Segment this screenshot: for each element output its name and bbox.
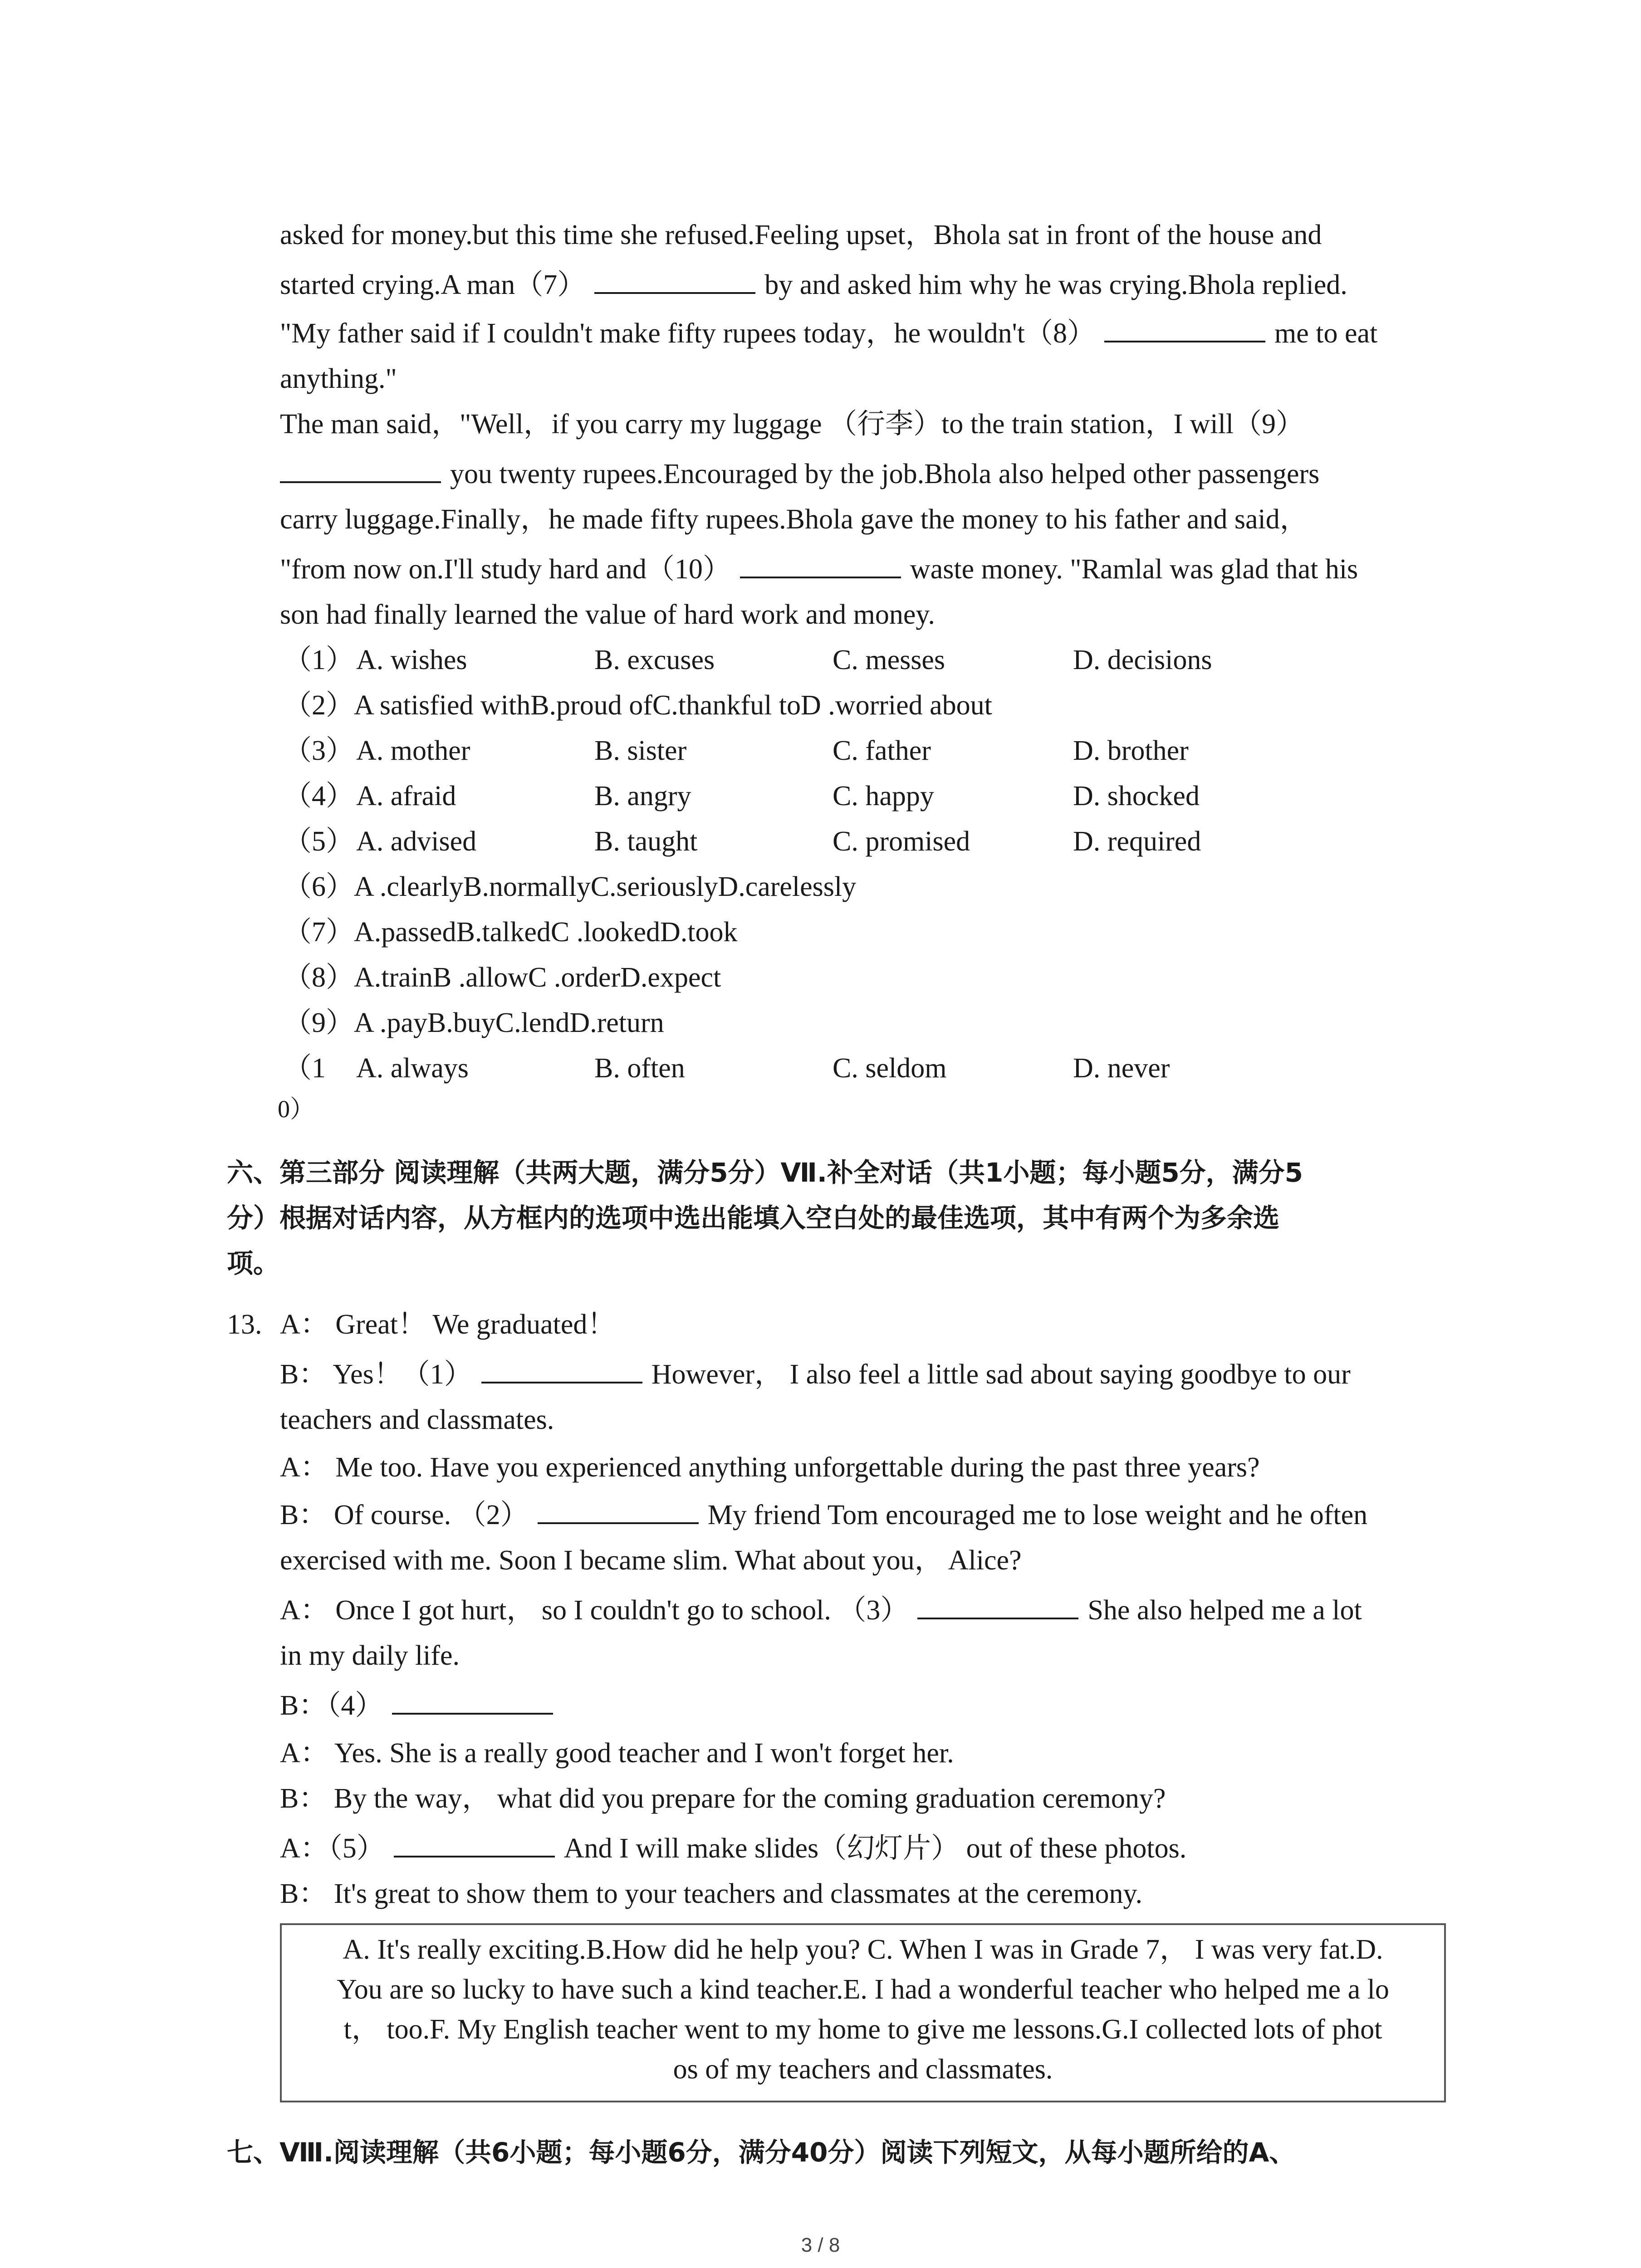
option-number: （5） [284,826,354,857]
question-number: 13. [227,1309,262,1340]
option-a[interactable]: A. advised [356,826,477,857]
dialogue-line: B：（4） [280,1687,562,1724]
option-a[interactable]: A. afraid [356,781,456,811]
option-row: （6）A .clearlyB.normallyC.seriouslyD.carelessly [284,871,857,902]
answer-blank-d4[interactable] [392,1687,553,1715]
option-b[interactable]: B. often [594,1053,685,1084]
option-number-wrap: 0） [278,1095,314,1123]
option-row: （2）A satisfied withB.proud ofC.thankful toD .worried about [284,690,992,721]
passage-line: "My father said if I couldn't make fifty rupees today，he wouldn't（8） me to eat [280,315,1377,352]
option-c[interactable]: C. seldom [833,1053,947,1084]
dialogue-line: B： It's great to show them to your teachers and classmates at the ceremony. [280,1878,1143,1909]
option-a[interactable]: A. always [356,1053,469,1084]
choices-line: A. It's really exciting.B.How did he help you? C. When I was in Grade 7， I was very fat.D. [343,1934,1383,1965]
option-number: （3） [284,735,354,766]
passage-line: you twenty rupees.Encouraged by the job.Bhola also helped other passengers [280,456,1319,492]
section-heading: 七、Ⅷ.阅读理解（共6小题；每小题6分，满分40分）阅读下列短文，从每小题所给的A、 [227,2137,1296,2168]
option-d[interactable]: D. brother [1073,735,1189,766]
passage-line: son had finally learned the value of hard work and money. [280,599,935,630]
choices-line: os of my teachers and classmates. [673,2054,1053,2085]
option-row: （9）A .payB.buyC.lendD.return [284,1007,664,1038]
option-a[interactable]: A. mother [356,735,470,766]
option-b[interactable]: B. excuses [594,645,715,675]
passage-line: carry luggage.Finally，he made fifty rupees.Bhola gave the money to his father and said， [280,504,1308,535]
option-d[interactable]: D. never [1073,1053,1170,1084]
option-c[interactable]: C. messes [833,645,945,675]
answer-blank-d2[interactable] [538,1497,699,1524]
answer-blank-10[interactable] [740,551,901,578]
option-b[interactable]: B. angry [594,781,691,811]
answer-blank-d5[interactable] [394,1830,555,1857]
dialogue-line: in my daily life. [280,1640,460,1671]
section-heading: 项。 [227,1248,280,1279]
answer-blank-8[interactable] [1104,315,1265,342]
choices-line: You are so lucky to have such a kind teacher.E. I had a wonderful teacher who helped me a lo [337,1974,1389,2005]
page-number: 3 / 8 [801,2234,840,2256]
section-heading: 分）根据对话内容，从方框内的选项中选出能填入空白处的最佳选项，其中有两个为多余选 [227,1202,1280,1233]
option-c[interactable]: C. happy [833,781,934,811]
passage-line: anything." [280,363,397,394]
dialogue-line: A： Me too. Have you experienced anything unforgettable during the past three years? [280,1452,1260,1483]
option-d[interactable]: D. required [1073,826,1201,857]
dialogue-line: A： Yes. She is a really good teacher and I won't forget her. [280,1738,954,1769]
option-a[interactable]: A. wishes [356,645,467,675]
passage-line: "from now on.I'll study hard and（10） waste money. "Ramlal was glad that his [280,551,1358,587]
option-number: （1） [284,645,354,675]
passage-line: started crying.A man（7） by and asked him why he was crying.Bhola replied. [280,267,1347,303]
answer-blank-d3[interactable] [917,1592,1078,1619]
option-b[interactable]: B. taught [594,826,698,857]
passage-line: asked for money.but this time she refused.Feeling upset，Bhola sat in front of the house and [280,220,1322,250]
dialogue-line: B： Yes！（1） However， I also feel a little sad about saying goodbye to our [280,1356,1351,1393]
section-heading: 六、第三部分 阅读理解（共两大题，满分5分）Ⅶ.补全对话（共1小题；每小题5分，满分5 [227,1157,1303,1188]
choices-box [280,1923,1446,2102]
dialogue-line: B： By the way， what did you prepare for the coming graduation ceremony? [280,1783,1166,1814]
option-row: （8）A.trainB .allowC .orderD.expect [284,962,721,993]
option-number: （1 [284,1053,326,1084]
option-c[interactable]: C. promised [833,826,970,857]
answer-blank-9[interactable] [280,456,441,483]
answer-blank-d1[interactable] [481,1356,642,1383]
passage-line: The man said，"Well，if you carry my luggage （行李）to the train station，I will（9） [280,409,1304,440]
dialogue-line: A： Great！ We graduated！ [280,1309,616,1340]
dialogue-line: A： Once I got hurt， so I couldn't go to school. （3） She also helped me a lot [280,1592,1362,1628]
option-d[interactable]: D. shocked [1073,781,1200,811]
option-d[interactable]: D. decisions [1073,645,1212,675]
option-b[interactable]: B. sister [594,735,687,766]
option-c[interactable]: C. father [833,735,931,766]
option-number: （4） [284,781,354,811]
dialogue-line: A：（5） And I will make slides（幻灯片） out of these photos. [280,1830,1186,1867]
option-row: （7）A.passedB.talkedC .lookedD.took [284,917,738,948]
dialogue-line: teachers and classmates. [280,1404,554,1435]
choices-line: t， too.F. My English teacher went to my home to give me lessons.G.I collected lots of phot [343,2014,1382,2045]
dialogue-line: B： Of course. （2） My friend Tom encouraged me to lose weight and he often [280,1497,1367,1533]
answer-blank-7[interactable] [594,267,755,294]
dialogue-line: exercised with me. Soon I became slim. What about you， Alice? [280,1545,1022,1576]
